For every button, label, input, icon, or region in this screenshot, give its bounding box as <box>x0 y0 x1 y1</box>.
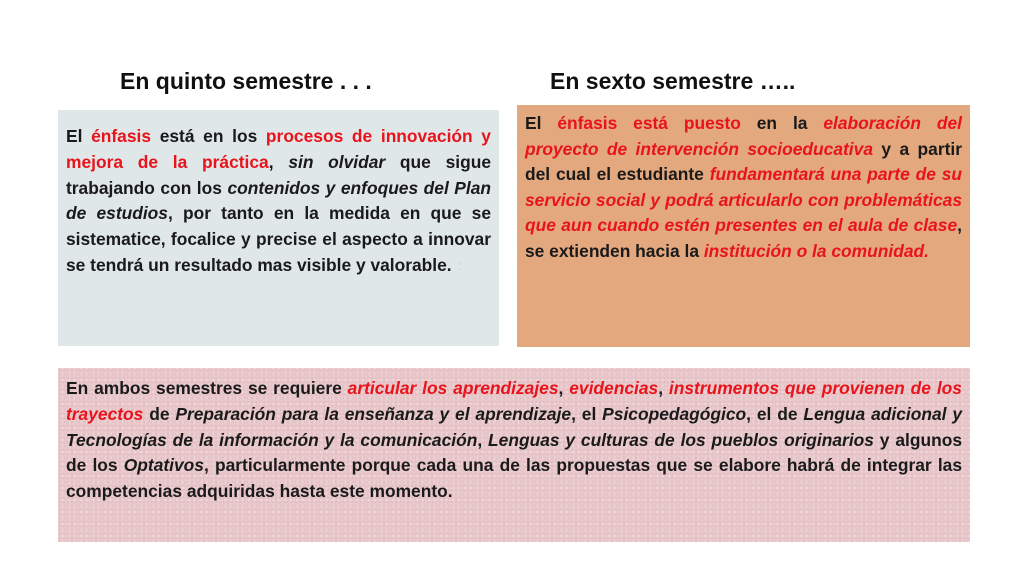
text-run: que sigue trabajando con los <box>66 151 492 198</box>
text-run: y algunos de los <box>66 429 962 476</box>
text-run: , se extienden hacia la <box>525 215 962 261</box>
text-run-emphasis: énfasis <box>91 126 152 146</box>
text-run: , <box>558 378 570 398</box>
text-run-italic: Preparación para la enseñanza y el aprendizaje <box>175 403 572 424</box>
heading-fifth-semester: En quinto semestre . . . <box>120 68 372 94</box>
text-run: El <box>66 126 92 146</box>
text-run-italic: Optativos <box>123 455 204 476</box>
text-run: , el <box>571 403 603 424</box>
text-run-emphasis: puesto <box>683 113 741 133</box>
text-run-italic: sin olvidar <box>288 151 386 172</box>
sixth-semester-text-box <box>517 105 970 347</box>
fifth-semester-text-box <box>58 110 499 346</box>
text-run-emphasis-italic: instrumentos que provienen de los trayectos <box>66 378 962 424</box>
text-run-emphasis: énfasis <box>557 113 618 133</box>
text-run-emphasis-italic: evidencias <box>569 378 659 398</box>
text-run <box>617 113 633 133</box>
text-run-emphasis: procesos de innovación y mejora de la práctica <box>66 126 491 172</box>
text-run-emphasis-italic: fundamentará una parte de su servicio social y podrá articularlo con problemáticas que aun cuando estén presentes en el aula de clase <box>525 164 962 236</box>
text-run: En ambos semestres se requiere <box>66 378 348 398</box>
text-run: , <box>658 378 669 398</box>
text-run: en la <box>740 113 824 133</box>
text-run-emphasis: está <box>633 113 668 133</box>
text-run: y a partir del cual el estudiante <box>525 138 962 185</box>
text-run: , <box>477 429 489 450</box>
text-run <box>151 126 160 146</box>
heading-sixth-semester: En sexto semestre ….. <box>550 68 796 94</box>
text-run-emphasis-italic: elaboración del proyecto de intervención socioeducativa <box>525 113 962 159</box>
text-run-faint: : <box>451 254 463 275</box>
text-run-italic: Lengua adicional y Tecnologías de la información y la comunicación <box>66 403 962 450</box>
text-run-emphasis-italic: articular los aprendizajes <box>347 378 559 398</box>
text-run: El <box>525 113 558 133</box>
text-run-emphasis-italic: institución o la comunidad. <box>703 240 929 261</box>
text-run <box>668 113 684 133</box>
text-run: , <box>268 151 289 172</box>
text-run <box>257 126 266 146</box>
text-run-italic: Lenguas y culturas de los pueblos originarios <box>488 429 874 450</box>
text-run: , particularmente porque cada una de las propuestas que se elabore habrá de integrar las competencias adquiridas hasta este momento. <box>66 455 962 502</box>
text-run: , el de <box>746 403 804 424</box>
text-run-italic: contenidos y enfoques del Plan de estudios <box>66 177 492 224</box>
text-run: , por tanto en la medida en que se sistematice, focalice y precise el aspecto a innovar se tendrá un resultado mas visible y valorable. <box>66 203 491 275</box>
text-run: de <box>143 403 176 424</box>
both-semesters-text-box <box>58 368 970 542</box>
text-run-italic: Psicopedagógico <box>602 403 747 424</box>
text-run: está en los <box>159 126 258 146</box>
